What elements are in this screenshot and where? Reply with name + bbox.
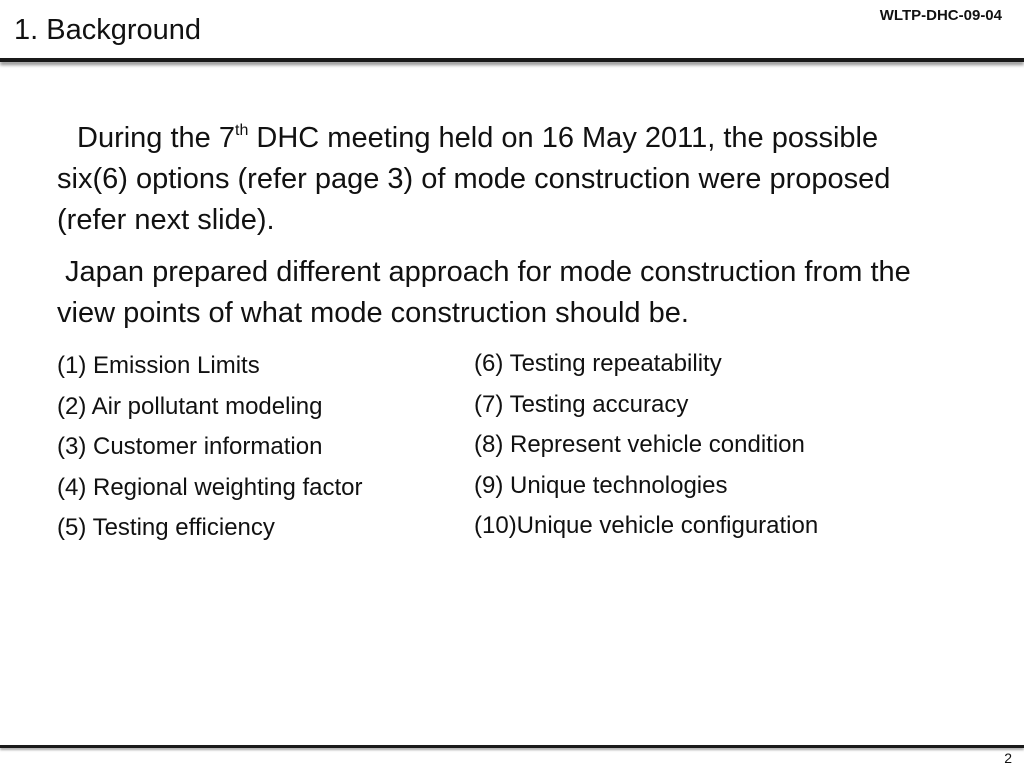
paragraph-2-text: Japan prepared different approach for mode construction from the view points of what mode construction should be. [57, 256, 911, 329]
title-divider [0, 58, 1024, 62]
list-item: (4) Regional weighting factor [57, 473, 363, 501]
list-item: (9) Unique technologies [474, 471, 728, 499]
list-item: (2) Air pollutant modeling [57, 392, 323, 420]
criteria-list-left [57, 352, 363, 555]
paragraph-japan-approach [57, 252, 957, 334]
list-item: (8) Represent vehicle condition [474, 431, 805, 458]
list-item: (7) Testing accuracy [474, 390, 689, 418]
paragraph-1-text-start: During the 7 [77, 122, 235, 154]
document-id: WLTP-DHC-09-04 [879, 7, 1002, 24]
criteria-list-right [474, 350, 818, 553]
list-item: (1) Emission Limits [57, 352, 260, 379]
list-item: (3) Customer information [57, 433, 323, 460]
ordinal-superscript: th [235, 122, 249, 139]
slide-title: 1. Background [14, 14, 202, 46]
page-number: 2 [1004, 750, 1012, 766]
list-item: (5) Testing efficiency [57, 514, 275, 541]
list-item: (10)Unique vehicle configuration [474, 512, 819, 539]
footer-divider [0, 745, 1024, 748]
paragraph-1-text-end: DHC meeting held on 16 May 2011, the possible six(6) options (refer page 3) of mode construction were proposed (refer next slide). [57, 122, 891, 236]
list-item: (6) Testing repeatability [474, 350, 722, 377]
paragraph-meeting-summary [57, 118, 957, 241]
